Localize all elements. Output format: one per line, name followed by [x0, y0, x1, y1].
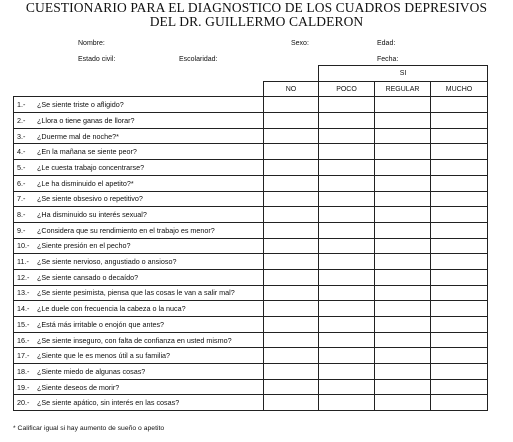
answer-cell-no[interactable] [264, 97, 319, 113]
answer-cell-mucho[interactable] [431, 128, 488, 144]
answer-cell-mucho[interactable] [431, 285, 488, 301]
answer-cell-regular[interactable] [375, 128, 431, 144]
question-cell [14, 332, 264, 348]
question-number: 13.- [17, 288, 30, 298]
question-cell [14, 379, 264, 395]
answer-cell-no[interactable] [264, 144, 319, 160]
question-text: ¿Se siente triste o afligido? [37, 100, 124, 110]
question-cell [14, 191, 264, 207]
answer-cell-regular[interactable] [375, 395, 431, 411]
table-row [14, 175, 488, 191]
question-text: ¿Llora o tiene ganas de llorar? [37, 115, 135, 125]
nombre-label: Nombre: [78, 40, 105, 47]
answer-cell-mucho[interactable] [431, 301, 488, 317]
answer-cell-poco[interactable] [319, 332, 375, 348]
answer-cell-no[interactable] [264, 332, 319, 348]
answer-cell-poco[interactable] [319, 238, 375, 254]
question-cell [14, 207, 264, 223]
column-header-row [14, 81, 488, 97]
table-row [14, 379, 488, 395]
answer-cell-poco[interactable] [319, 285, 375, 301]
escolaridad-label: Escolaridad: [179, 56, 218, 63]
question-number: 20.- [17, 398, 30, 408]
table-row [14, 113, 488, 129]
question-number: 7.- [17, 194, 26, 204]
answer-cell-poco[interactable] [319, 301, 375, 317]
answer-cell-regular[interactable] [375, 269, 431, 285]
answer-cell-mucho[interactable] [431, 113, 488, 129]
table-row [14, 254, 488, 270]
question-text: ¿Considera que su rendimiento en el trabajo es menor? [37, 225, 215, 235]
answer-cell-regular[interactable] [375, 348, 431, 364]
answer-cell-no[interactable] [264, 238, 319, 254]
question-text: ¿Se siente cansado o decaído? [37, 272, 139, 282]
question-text: ¿Siente deseos de morir? [37, 382, 120, 392]
edad-label: Edad: [377, 40, 396, 47]
answer-cell-no[interactable] [264, 207, 319, 223]
answer-cell-mucho[interactable] [431, 379, 488, 395]
question-number: 1.- [17, 100, 26, 110]
answer-cell-regular[interactable] [375, 301, 431, 317]
table-row [14, 97, 488, 113]
question-text: ¿Ha disminuido su interés sexual? [37, 210, 147, 220]
question-cell [14, 175, 264, 191]
answer-cell-mucho[interactable] [431, 175, 488, 191]
question-number: 10.- [17, 241, 30, 251]
table-row [14, 222, 488, 238]
answer-cell-no[interactable] [264, 254, 319, 270]
question-text: ¿Se siente inseguro, con falta de confianza en usted mismo? [37, 335, 232, 345]
question-cell [14, 144, 264, 160]
questionnaire-table [13, 65, 488, 411]
answer-cell-no[interactable] [264, 191, 319, 207]
answer-cell-poco[interactable] [319, 97, 375, 113]
table-row [14, 207, 488, 223]
question-cell [14, 364, 264, 380]
answer-cell-regular[interactable] [375, 175, 431, 191]
answer-cell-regular[interactable] [375, 222, 431, 238]
question-text: ¿Duerme mal de noche?* [37, 131, 119, 141]
question-number: 14.- [17, 304, 30, 314]
table-row [14, 191, 488, 207]
estado-civil-label: Estado civil: [78, 56, 116, 63]
answer-cell-regular[interactable] [375, 97, 431, 113]
column-header-poco: POCO [319, 81, 375, 97]
answer-cell-regular[interactable] [375, 285, 431, 301]
answer-cell-no[interactable] [264, 301, 319, 317]
table-row [14, 301, 488, 317]
question-number: 2.- [17, 115, 26, 125]
table-row [14, 332, 488, 348]
question-cell [14, 269, 264, 285]
answer-cell-poco[interactable] [319, 128, 375, 144]
answer-cell-mucho[interactable] [431, 222, 488, 238]
answer-cell-poco[interactable] [319, 222, 375, 238]
answer-cell-no[interactable] [264, 160, 319, 176]
column-header-regular: REGULAR [375, 81, 431, 97]
question-number: 12.- [17, 272, 30, 282]
answer-cell-mucho[interactable] [431, 144, 488, 160]
question-cell [14, 160, 264, 176]
si-header: SI [319, 66, 488, 82]
question-number: 11.- [17, 257, 29, 267]
answer-cell-regular[interactable] [375, 238, 431, 254]
question-text: ¿Le cuesta trabajo concentrarse? [37, 162, 145, 172]
answer-cell-no[interactable] [264, 285, 319, 301]
answer-cell-mucho[interactable] [431, 254, 488, 270]
answer-cell-poco[interactable] [319, 144, 375, 160]
question-cell [14, 113, 264, 129]
answer-cell-regular[interactable] [375, 113, 431, 129]
question-text: ¿En la mañana se siente peor? [37, 147, 137, 157]
question-cell [14, 348, 264, 364]
answer-cell-no[interactable] [264, 364, 319, 380]
question-number: 6.- [17, 178, 26, 188]
answer-cell-no[interactable] [264, 269, 319, 285]
sexo-label: Sexo: [291, 40, 309, 47]
answer-cell-mucho[interactable] [431, 364, 488, 380]
answer-cell-no[interactable] [264, 175, 319, 191]
question-text: ¿Siente presión en el pecho? [37, 241, 131, 251]
answer-cell-poco[interactable] [319, 113, 375, 129]
question-text: ¿Está más irritable o enojón que antes? [37, 319, 165, 329]
page-subtitle: DEL DR. GUILLERMO CALDERON [149, 14, 364, 29]
answer-cell-poco[interactable] [319, 254, 375, 270]
answer-cell-mucho[interactable] [431, 317, 488, 333]
table-row [14, 285, 488, 301]
table-row [14, 160, 488, 176]
question-cell [14, 128, 264, 144]
question-text: ¿Le ha disminuido el apetito?* [37, 178, 134, 188]
answer-cell-poco[interactable] [319, 348, 375, 364]
question-number: 4.- [17, 147, 26, 157]
answer-cell-poco[interactable] [319, 317, 375, 333]
answer-cell-no[interactable] [264, 317, 319, 333]
answer-cell-regular[interactable] [375, 364, 431, 380]
table-row [14, 348, 488, 364]
question-number: 9.- [17, 225, 26, 235]
question-cell [14, 254, 264, 270]
fecha-label: Fecha: [377, 56, 399, 63]
page-title: CUESTIONARIO PARA EL DIAGNOSTICO DE LOS CUADROS DEPRESIVOS [25, 0, 488, 15]
answer-cell-poco[interactable] [319, 269, 375, 285]
question-text: ¿Siente que le es menos útil a su familia? [37, 351, 171, 361]
answer-cell-no[interactable] [264, 222, 319, 238]
answer-cell-regular[interactable] [375, 207, 431, 223]
question-number: 5.- [17, 162, 26, 172]
answer-cell-poco[interactable] [319, 379, 375, 395]
answer-cell-regular[interactable] [375, 160, 431, 176]
question-cell [14, 238, 264, 254]
table-row [14, 317, 488, 333]
answer-cell-mucho[interactable] [431, 395, 488, 411]
question-number: 17.- [17, 351, 30, 361]
table-row [14, 269, 488, 285]
answer-cell-no[interactable] [264, 379, 319, 395]
column-header-no: NO [264, 81, 319, 97]
answer-cell-mucho[interactable] [431, 160, 488, 176]
answer-cell-no[interactable] [264, 395, 319, 411]
question-number: 18.- [17, 366, 30, 376]
answer-cell-poco[interactable] [319, 207, 375, 223]
column-header-mucho: MUCHO [431, 81, 488, 97]
answer-cell-regular[interactable] [375, 144, 431, 160]
question-cell [14, 395, 264, 411]
question-cell [14, 97, 264, 113]
question-text: ¿Le duele con frecuencia la cabeza o la nuca? [37, 304, 186, 314]
si-header-row [14, 66, 488, 82]
question-cell [14, 222, 264, 238]
table-row [14, 238, 488, 254]
question-number: 16.- [17, 335, 30, 345]
answer-cell-poco[interactable] [319, 191, 375, 207]
question-number: 19.- [17, 382, 30, 392]
answer-cell-mucho[interactable] [431, 191, 488, 207]
answer-cell-mucho[interactable] [431, 207, 488, 223]
answer-cell-poco[interactable] [319, 364, 375, 380]
answer-cell-regular[interactable] [375, 317, 431, 333]
answer-cell-poco[interactable] [319, 160, 375, 176]
answer-cell-poco[interactable] [319, 395, 375, 411]
footnote: * Calificar igual si hay aumento de sueño o apetito [13, 425, 165, 432]
table-row [14, 395, 488, 411]
question-cell [14, 317, 264, 333]
question-text: ¿Se siente obsesivo o repetitivo? [37, 194, 143, 204]
answer-cell-mucho[interactable] [431, 348, 488, 364]
answer-cell-no[interactable] [264, 113, 319, 129]
question-number: 8.- [17, 210, 26, 220]
question-cell [14, 285, 264, 301]
answer-cell-regular[interactable] [375, 379, 431, 395]
answer-cell-mucho[interactable] [431, 332, 488, 348]
question-text: ¿Siente miedo de algunas cosas? [37, 366, 146, 376]
table-row [14, 128, 488, 144]
answer-cell-mucho[interactable] [431, 238, 488, 254]
answer-cell-poco[interactable] [319, 175, 375, 191]
table-row [14, 364, 488, 380]
question-text: ¿Se siente pesimista, piensa que las cosas le van a salir mal? [37, 288, 235, 298]
answer-cell-mucho[interactable] [431, 97, 488, 113]
answer-cell-no[interactable] [264, 348, 319, 364]
question-cell [14, 301, 264, 317]
question-number: 15.- [17, 319, 30, 329]
answer-cell-mucho[interactable] [431, 269, 488, 285]
answer-cell-no[interactable] [264, 128, 319, 144]
table-row [14, 144, 488, 160]
question-text: ¿Se siente nervioso, angustiado o ansioso? [37, 257, 177, 267]
answer-cell-regular[interactable] [375, 332, 431, 348]
answer-cell-regular[interactable] [375, 191, 431, 207]
question-text: ¿Se siente apático, sin interés en las cosas? [37, 398, 180, 408]
question-number: 3.- [17, 131, 26, 141]
answer-cell-regular[interactable] [375, 254, 431, 270]
